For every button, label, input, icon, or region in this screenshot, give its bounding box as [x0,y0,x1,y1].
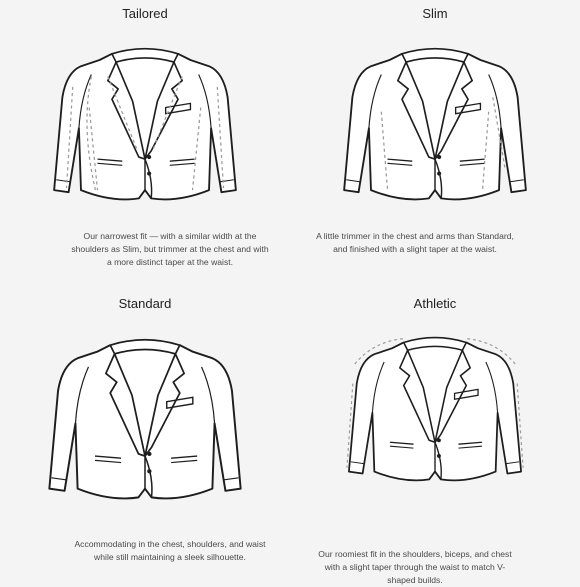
athletic-jacket-icon [345,318,525,498]
fit-title: Slim [422,6,448,21]
fit-title: Standard [118,296,172,311]
standard-jacket-icon [45,318,245,518]
fit-description: A little trimmer in the chest and arms than Standard, and finished with a slight taper at the waist. [316,231,514,254]
slim-jacket-icon [340,28,530,218]
fit-card-slim [290,0,580,290]
fit-description: Accommodating in the chest, shoulders, and waist while still maintaining a sleek silhouette. [74,539,266,562]
fit-card-athletic [290,290,580,585]
fit-card-standard [0,290,290,580]
fit-description: Our roomiest fit in the shoulders, biceps, and chest with a slight taper through the waist to match V-shaped builds. [318,549,512,585]
fit-title: Tailored [122,6,168,21]
fit-title: Athletic [413,296,457,311]
fit-description: Our narrowest fit — with a similar width at the shoulders as Slim, but trimmer at the chest and with a more distinct taper at the waist. [71,231,269,267]
tailored-jacket-icon [50,28,240,218]
fit-card-tailored [0,0,290,290]
